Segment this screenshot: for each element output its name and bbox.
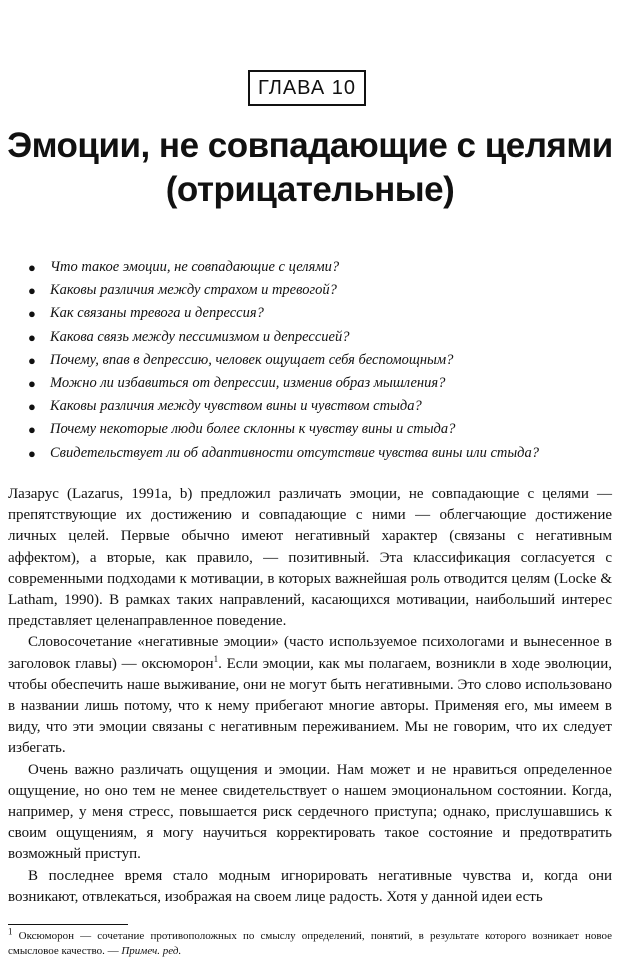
chapter-title-line-1: Эмоции, не совпадающие с целями [7, 126, 613, 165]
question-item: ● Каковы различия между чувством вины и чувством стыда? [24, 395, 620, 418]
bullet-icon: ● [28, 329, 36, 345]
bullet-icon: ● [28, 445, 36, 461]
paragraph-3: Очень важно различать ощущения и эмоции. Нам может и не нравиться определенное ощущение, но оно тем не менее свидетельствует о нашем эмоциональном состоянии. Когда, например, у меня стресс, повышается риск сердечного приступа; однако, прислушавшись к своим ощущениям, я могу научиться корректировать такое состояние и предотвратить возможный приступ. [8, 761, 612, 863]
bullet-icon: ● [28, 306, 36, 322]
question-item: ● Каковы различия между страхом и тревогой? [24, 279, 620, 302]
bullet-icon: ● [28, 260, 36, 275]
chapter-title [0, 124, 620, 212]
paragraph-4: В последнее время стало модным игнорировать негативные чувства и, когда они возникают, отвлекаться, изображая на своем лице радость. Хотя у данной идеи есть [8, 867, 612, 905]
bullet-icon: ● [28, 399, 36, 415]
question-item: ● Какова связь между пессимизмом и депрессией? [24, 326, 620, 349]
bullet-icon: ● [28, 352, 36, 368]
question-list [24, 256, 620, 465]
bullet-icon: ● [28, 283, 36, 299]
footnote-divider [8, 924, 128, 925]
body-text [8, 484, 612, 908]
bullet-icon: ● [28, 422, 36, 438]
question-item: ● Что такое эмоции, не совпадающие с целями? [24, 256, 620, 279]
question-item: ● Как связаны тревога и депрессия? [24, 302, 620, 325]
footnote: $^1$ Оксюморон — сочетание противоположных по смыслу определений, понятий, в результате которого возникает новое смысловое качество. — Примеч. ред. [8, 926, 612, 957]
footnote-editor-note: Примеч. ред. [121, 945, 182, 957]
paragraph-1: Лазарус (Lazarus, 1991a, b) предложил различать эмоции, не совпадающие с целями — препятствующие их достижению и совпадающие с ними — облегчающие достижение личных целей. Первые обычно имеют негативный характер (связаны с негативным аффектом), а вторые, как правило, — позитивный. Эта классификация согласуется с современными подходами к мотивации, в которых важнейшая роль отводится целям (Locke & Latham, 1990). В рамках таких направлений, касающихся мотивации, наибольший интерес представляет целенаправленное поведение. [8, 486, 612, 630]
question-item: ● Почему некоторые люди более склонны к чувству вины и стыда? [24, 418, 620, 441]
question-item: ● Можно ли избавиться от депрессии, изменив образ мышления? [24, 372, 620, 395]
question-item: ● Свидетельствует ли об адаптивности отсутствие чувства вины или стыда? [24, 442, 620, 465]
question-item: ● Почему, впав в депрессию, человек ощущает себя беспомощным? [24, 349, 620, 372]
footnote-marker: 1 [8, 926, 13, 937]
chapter-label: ГЛАВА 10 [248, 70, 366, 106]
chapter-title-line-2: (отрицательные) [165, 170, 455, 209]
paragraph-2: Словосочетание «негативные эмоции» (часто используемое психологами и вынесенное в заголовок главы) — оксюморон$^1$. Если эмоции, как мы полагаем, возникли в ходе эволюции, чтобы обеспечить наше выживание, они не могут быть негативными. Это слово использовано в названии лишь потому, что к нему прибегают многие авторы. Применяя его, мы имеем в виду, что эти эмоции связаны с негативным переживанием. Мы не говорим, что их следует избегать. [8, 634, 612, 757]
footnote-ref: 1 [213, 653, 219, 664]
bullet-icon: ● [28, 376, 36, 392]
